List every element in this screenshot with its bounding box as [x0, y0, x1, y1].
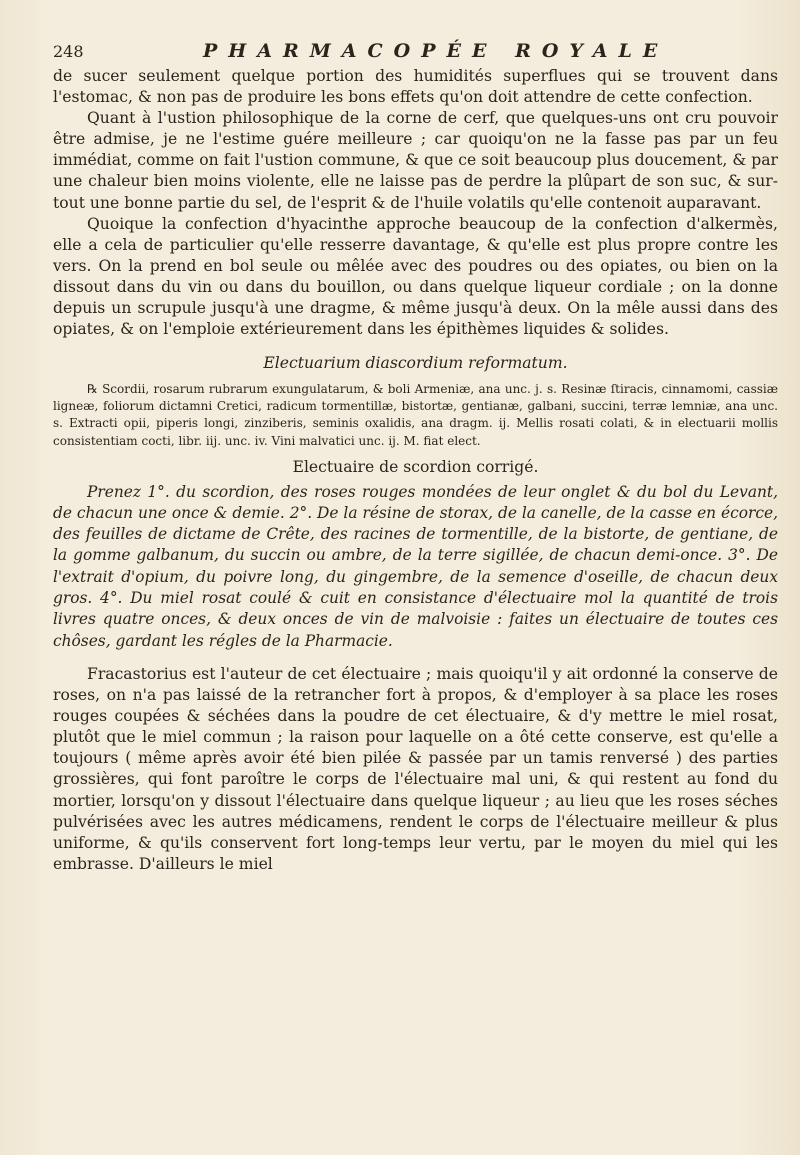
paragraph-fracastorius: Fracastorius est l'auteur de cet électuaire ; mais quoiqu'il y ait ordonné la conserve de roses, on n'a pas laissé de la retrancher fort à propos, & d'employer à sa place les roses rouges coupées & séchées dans la poudre de cet électuaire, & d'y mettre le miel rosat, plutôt que le miel commun ; la raison pour laquelle on a ôté cette conserve, est qu'elle a toujours ( même après avoir été bien pilée & passée par un tamis renversé ) des parties grossières, qui font paroître le corps de l'électuaire mal uni, & qui restent au fond du mortier, lorsqu'on y dissout l'électuaire dans quelque liqueur ; au lieu que les roses séches pulvérisées avec les autres médicamens, rendent le corps de l'électuaire meilleur & plus uniforme, & qu'ils conservent fort long-temps leur vertu, par le moyen du miel qui les embrasse. D'ailleurs le miel	[53, 664, 778, 873]
paragraph-hyacinthe: Quoique la confection d'hyacinthe approche beaucoup de la confection d'alkermès, elle a cela de particulier qu'elle resserre davantage, & qu'elle est plus propre contre les vers. On la prend en bol seule ou mêlée avec des poudres ou des opiates, ou bien on la dissout dans du vin ou dans du bouillon, ou dans quelque liqueur cordiale ; on la donne depuis un scrupule jusqu'à une dragme, & même jusqu'à deux. On la mêle aussi dans des opiates, & on l'emploie extérieurement dans les épithèmes liquides & solides.	[53, 214, 778, 339]
french-recipe-title: Electuaire de scordion corrigé.	[292, 457, 539, 476]
running-head	[53, 40, 778, 64]
paragraph-ustion: Quant à l'ustion philosophique de la corne de cerf, que quelques-uns ont cru pouvoir être admise, je ne l'estime guére meilleure ; car quoiqu'on ne la fasse pas par un feu immédiat, comme on fait l'ustion commune, & que ce soit beaucoup plus doucement, & par une chaleur bien moins violente, elle ne laisse pas de perdre la plûpart de son suc, & sur-tout une bonne partie du sel, de l'esprit & de l'huile volatils qu'elle contenoit auparavant.	[53, 109, 778, 212]
paragraph-continuation: de sucer seulement quelque portion des humidités superflues qui se trouvent dans l'estomac, & non pas de produire les bons effets qu'on doit attendre de cette confection.	[53, 67, 778, 107]
page-number: 248	[53, 42, 84, 61]
french-recipe-text: Prenez 1°. du scordion, des roses rouges mondées de leur onglet & du bol du Levant, de chacun une once & demie. 2°. De la résine de storax, de la canelle, de la casse en écorce, des feuilles de dictame de Crête, des racines de tormentille, de la bistorte, de gentiane, de la gomme galbanum, du succin ou ambre, de la terre sigillée, de chacun demi-once. 3°. De l'extrait d'opium, du poivre long, du gingembre, de la semence d'oseille, de chacun deux gros. 4°. Du miel rosat coulé & cuit en consistance d'électuaire mol la quantité de trois livres quatre onces, & deux onces de vin de malvoisie : faites un électuaire de toutes ces chôses, gardant les régles de la Pharmacie.	[53, 482, 778, 650]
running-title: PHARMACOPÉE ROYALE	[203, 40, 669, 62]
latin-recipe-text: ℞ Scordii, rosarum rubrarum exungulatarum, & boli Armeniæ, ana unc. j. s. Resinæ ſtiracis, cinnamomi, cassiæ ligneæ, foliorum dictamni Cretici, radicum tormentillæ, bistortæ, gentianæ, galbani, succini, terræ lemniæ, ana unc. s. Extracti opii, piperis longi, zinziberis, seminis oxalidis, ana dragm. ij. Mellis rosati colati, & in electuarii mollis consistentiam cocti, libr. iij. unc. iv. Vini malvatici unc. ij. M. fiat elect.	[53, 382, 778, 448]
latin-recipe-title: Electuarium diascordium reformatum.	[263, 354, 568, 373]
